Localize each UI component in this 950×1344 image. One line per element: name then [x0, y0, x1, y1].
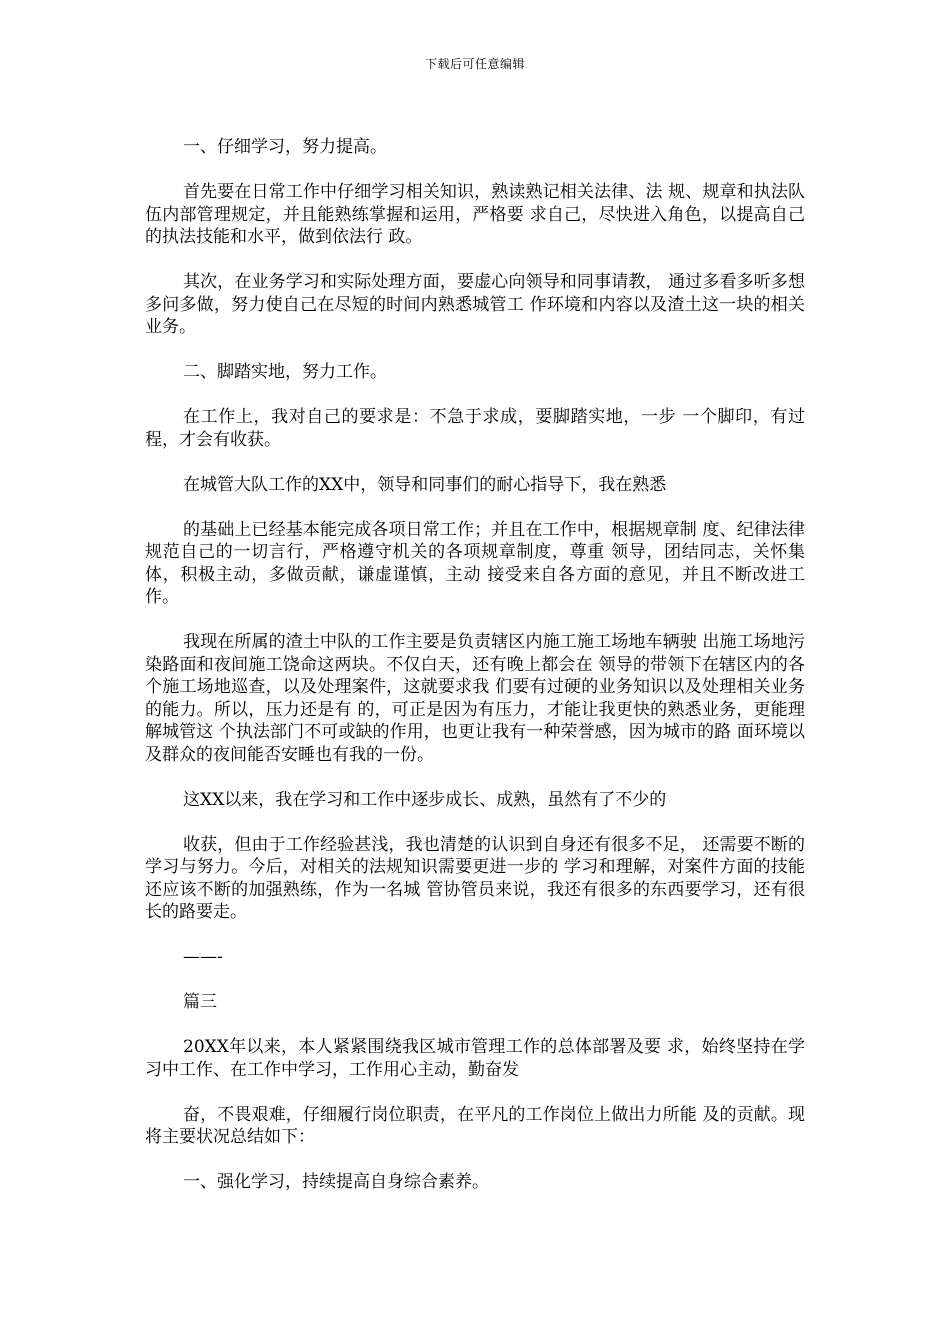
- body-paragraph: 收获，但由于工作经验甚浅，我也清楚的认识到自身还有很多不足， 还需要不断的学习与努力。今后，对相关的法规知识需要更进一步的 学习和理解，对案件方面的技能还应该不断的加强熟练，作为一名城 管协管员来说，我还有很多的东西要学习，还有很长的路要走。: [145, 834, 805, 922]
- page-header: 下载后可任意编辑: [424, 57, 525, 71]
- body-paragraph: 在城管大队工作的XX中，领导和同事们的耐心指导下，我在熟悉: [183, 474, 667, 495]
- document-body: [145, 136, 805, 1216]
- body-paragraph: 其次，在业务学习和实际处理方面，要虚心向领导和同事请教， 通过多看多听多想多问多做，努力使自己在尽短的时间内熟悉城管工 作环境和内容以及渣土这一块的相关业务。: [145, 272, 805, 337]
- section-heading: 一、仔细学习，努力提高。: [183, 137, 387, 157]
- section-heading: 二、脚踏实地，努力工作。: [183, 362, 387, 382]
- body-paragraph: 首先要在日常工作中仔细学习相关知识，熟读熟记相关法律、法 规、规章和执法队伍内部管理规定，并且能熟练掌握和运用，严格要 求自己，尽快进入角色，以提高自己的执法技能和水平，做到依法行 政。: [145, 182, 805, 247]
- body-paragraph: 的基础上已经基本能完成各项日常工作；并且在工作中，根据规章制 度、纪律法律规范自己的一切言行，严格遵守机关的各项规章制度，尊重 领导，团结同志，关怀集体，积极主动，多做贡献，谦虚谨慎，主动 接受来自各方面的意见，并且不断改进工作。: [145, 519, 805, 607]
- body-paragraph: 在工作上，我对自己的要求是：不急于求成，要脚踏实地，一步 一个脚印，有过程，才会有收获。: [145, 407, 805, 450]
- body-paragraph: 这XX以来，我在学习和工作中逐步成长、成熟，虽然有了不少的: [183, 789, 667, 810]
- body-paragraph: 我现在所属的渣土中队的工作主要是负责辖区内施工施工场地车辆驶 出施工场地污染路面和夜间施工饶命这两块。不仅白天，还有晚上都会在 领导的带领下在辖区内的各个施工场地巡查，以及处理案件，这就要求我 们要有过硬的业务知识以及处理相关业务的能力。所以，压力还是有 的，可正是因为有压力，才能让我更快的熟悉业务，更能理解城管这 个执法部门不可或缺的作用，也更让我有一种荣誉感，因为城市的路 面环境以及群众的夜间能否安睡也有我的一份。: [145, 632, 805, 765]
- body-paragraph: 奋，不畏艰难，仔细履行岗位职责，在平凡的工作岗位上做出力所能 及的贡献。现将主要状况总结如下：: [145, 1104, 805, 1147]
- section-heading: 一、强化学习，持续提高自身综合素养。: [183, 1172, 489, 1192]
- chapter-title: 篇三: [183, 992, 217, 1012]
- body-paragraph: 20XX年以来，本人紧紧围绕我区城市管理工作的总体部署及要 求，始终坚持在学习中工作、在工作中学习，工作用心主动，勤奋发: [145, 1037, 805, 1080]
- separator-line: ——-: [183, 947, 223, 967]
